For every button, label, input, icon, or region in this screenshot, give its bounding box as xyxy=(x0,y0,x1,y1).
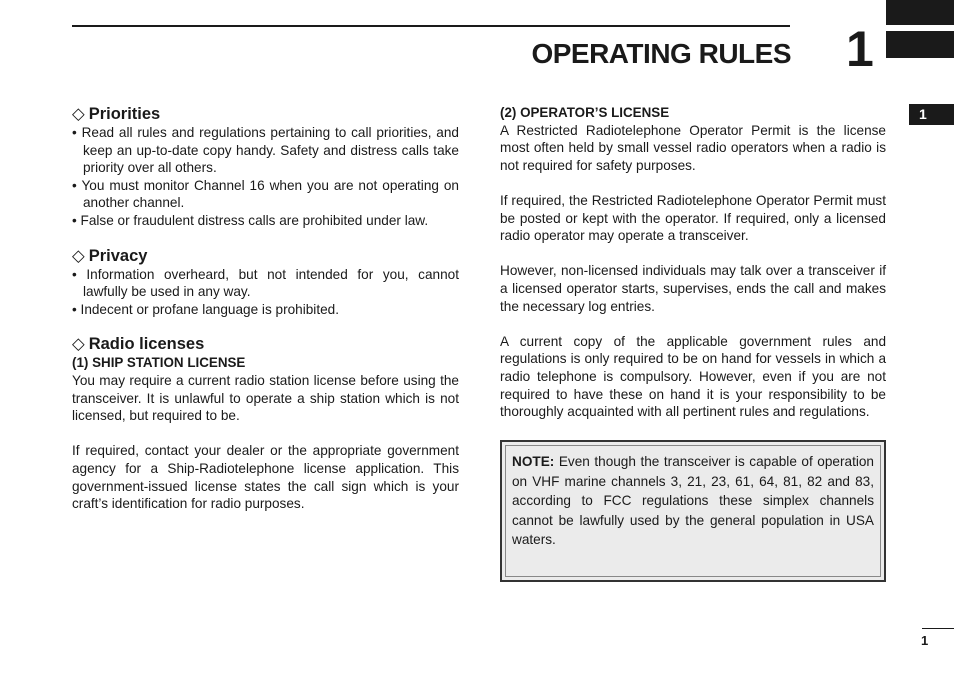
operator-license-paragraph-3: However, non-licensed individuals may talk over a transceiver if a licensed operator starts, supervises, ends the call and makes the necessary log entries. xyxy=(500,263,886,314)
diamond-icon: ◇ xyxy=(72,105,85,123)
note-box xyxy=(500,440,886,582)
operator-license-paragraph-4: A current copy of the applicable government rules and regulations is only required to be on hand for vessels in which a radio telephone is compulsory. However, even if you are not required to have these on hand it is your responsibility to be thoroughly acquainted with all pertinent rules and regulations. xyxy=(500,333,886,420)
note-text: NOTE: Even though the transceiver is capable of operation on VHF marine channels 3, 21, 23, 61, 64, 81, 82 and 83, according to FCC regulations these simplex channels cannot be lawfully used by the general population in USA waters. xyxy=(505,445,881,577)
page-number: 1 xyxy=(921,633,929,648)
list-item: • False or fraudulent distress calls are prohibited under law. xyxy=(72,212,429,228)
diamond-icon: ◇ xyxy=(72,335,85,354)
header-rule xyxy=(72,25,790,27)
operator-license-paragraph-1: A Restricted Radiotelephone Operator Permit is the license most often held by small vessel radio operators when a radio is not required for safety purposes. xyxy=(500,122,886,173)
side-chapter-tab: 1 xyxy=(909,104,954,125)
privacy-heading: ◇ Privacy xyxy=(72,246,148,265)
page-number-rule xyxy=(922,628,954,629)
chapter-tab-block-top xyxy=(886,0,954,25)
chapter-title: OPERATING RULES xyxy=(531,38,791,69)
operator-license-subheading: (2) OPERATOR’S LICENSE xyxy=(500,105,670,120)
diamond-icon: ◇ xyxy=(72,246,85,265)
left-column xyxy=(72,104,459,513)
note-label: NOTE: xyxy=(512,454,555,469)
ship-license-paragraph-2: If required, contact your dealer or the appropriate government agency for a Ship-Radiotelephone license application. This government-issued license states the call sign which is your craft’s identification for radio purposes. xyxy=(72,443,459,512)
ship-license-paragraph-1: You may require a current radio station license before using the transceiver. It is unlawful to operate a ship station which is not licensed, but required to be. xyxy=(72,372,459,424)
chapter-tab-block-bottom xyxy=(886,31,954,58)
priorities-heading: ◇ Priorities xyxy=(72,105,161,123)
list-item: • Indecent or profane language is prohibited. xyxy=(72,301,340,317)
list-item: • Read all rules and regulations pertaining to call priorities, and keep an up-to-date copy handy. Safety and distress calls take priority over all others. xyxy=(72,125,459,176)
radio-licenses-heading: ◇ Radio licenses xyxy=(72,335,205,354)
ship-station-license-subheading: (1) SHIP STATION LICENSE xyxy=(72,355,246,371)
chapter-number: 1 xyxy=(846,21,874,77)
list-item: • You must monitor Channel 16 when you are not operating on another channel. xyxy=(72,177,459,211)
right-column xyxy=(500,104,886,421)
operator-license-paragraph-2: If required, the Restricted Radiotelephone Operator Permit must be posted or kept with the operator. If required, only a licensed radio operator may operate a transceiver. xyxy=(500,192,886,244)
list-item: • Information overheard, but not intended for you, cannot lawfully be used in any way. xyxy=(72,266,459,300)
